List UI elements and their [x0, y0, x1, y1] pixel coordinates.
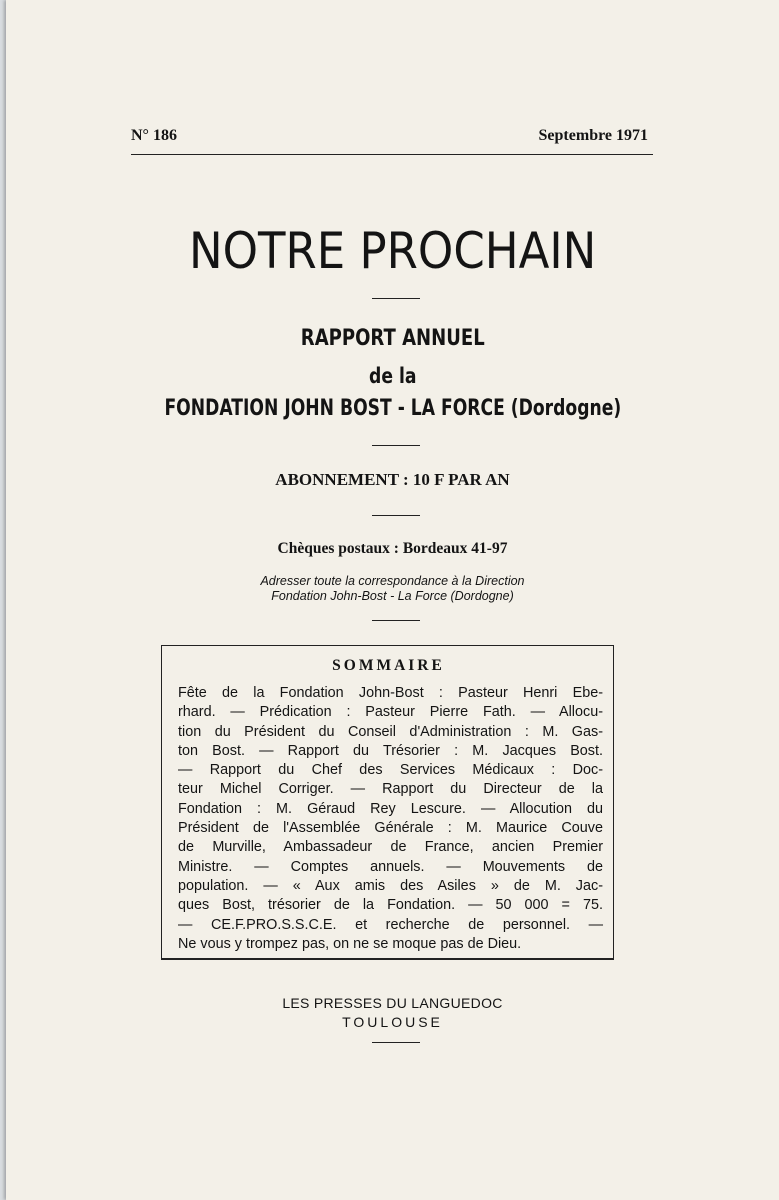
- sommaire-line: Ne vous y trompez pas, on ne se moque pas de Dieu.: [178, 935, 522, 952]
- issue-date: Septembre 1971: [538, 127, 648, 144]
- publisher-city: TOULOUSE: [342, 1014, 443, 1030]
- sommaire-line: ques Bost, trésorier de la Fondation. — 50 000 = 75.: [178, 897, 603, 914]
- sommaire-contents: [178, 684, 603, 954]
- address-divider: [372, 620, 420, 621]
- postal-account: Chèques postaux : Bordeaux 41-97: [277, 540, 508, 557]
- sommaire-line: tion du Président du Conseil d'Administration : M. Gas-: [178, 723, 603, 740]
- publisher-name: LES PRESSES DU LANGUEDOC: [282, 995, 503, 1011]
- issue-number: N° 186: [131, 127, 177, 144]
- publisher-divider: [372, 1042, 420, 1043]
- sommaire-line: ton Bost. — Rapport du Trésorier : M. Jacques Bost.: [178, 742, 603, 759]
- correspondence-address: [6, 574, 779, 604]
- sommaire-line: teur Michel Corriger. — Rapport du Directeur de la: [178, 781, 603, 798]
- sommaire-line: Président de l'Assemblée Générale : M. Maurice Couve: [178, 820, 603, 837]
- report-heading-connector: de la: [369, 364, 417, 388]
- report-heading: RAPPORT ANNUEL: [300, 326, 485, 351]
- address-line-1: Adresser toute la correspondance à la Direction: [260, 574, 525, 588]
- address-line-2: Fondation John-Bost - La Force (Dordogne): [271, 589, 514, 603]
- document-page: [6, 0, 779, 1200]
- sommaire-line: Fête de la Fondation John-Bost : Pasteur Henri Ebe-: [178, 685, 603, 701]
- sommaire-heading: SOMMAIRE: [332, 657, 445, 674]
- sommaire-line: — Rapport du Chef des Services Médicaux : Doc-: [178, 762, 603, 779]
- title-divider: [372, 298, 420, 299]
- sommaire-line: population. — « Aux amis des Asiles » de M. Jac-: [178, 877, 603, 894]
- sommaire-line: — CE.F.PRO.S.S.C.E. et recherche de personnel. —: [178, 916, 603, 933]
- sommaire-line: Ministre. — Comptes annuels. — Mouvements de: [178, 858, 603, 875]
- header-rule: [131, 154, 653, 155]
- foundation-name: FONDATION JOHN BOST - LA FORCE (Dordogne): [164, 396, 622, 421]
- subscription-divider: [372, 515, 420, 516]
- page-title: NOTRE PROCHAIN: [188, 222, 597, 280]
- subtitle-divider: [372, 445, 420, 446]
- subscription-price: ABONNEMENT : 10 F PAR AN: [275, 470, 510, 489]
- sommaire-line: Fondation : M. Géraud Rey Lescure. — Allocution du: [178, 800, 603, 817]
- sommaire-line: de Murville, Ambassadeur de France, ancien Premier: [178, 839, 603, 856]
- sommaire-line: rhard. — Prédication : Pasteur Pierre Fath. — Allocu-: [178, 704, 603, 721]
